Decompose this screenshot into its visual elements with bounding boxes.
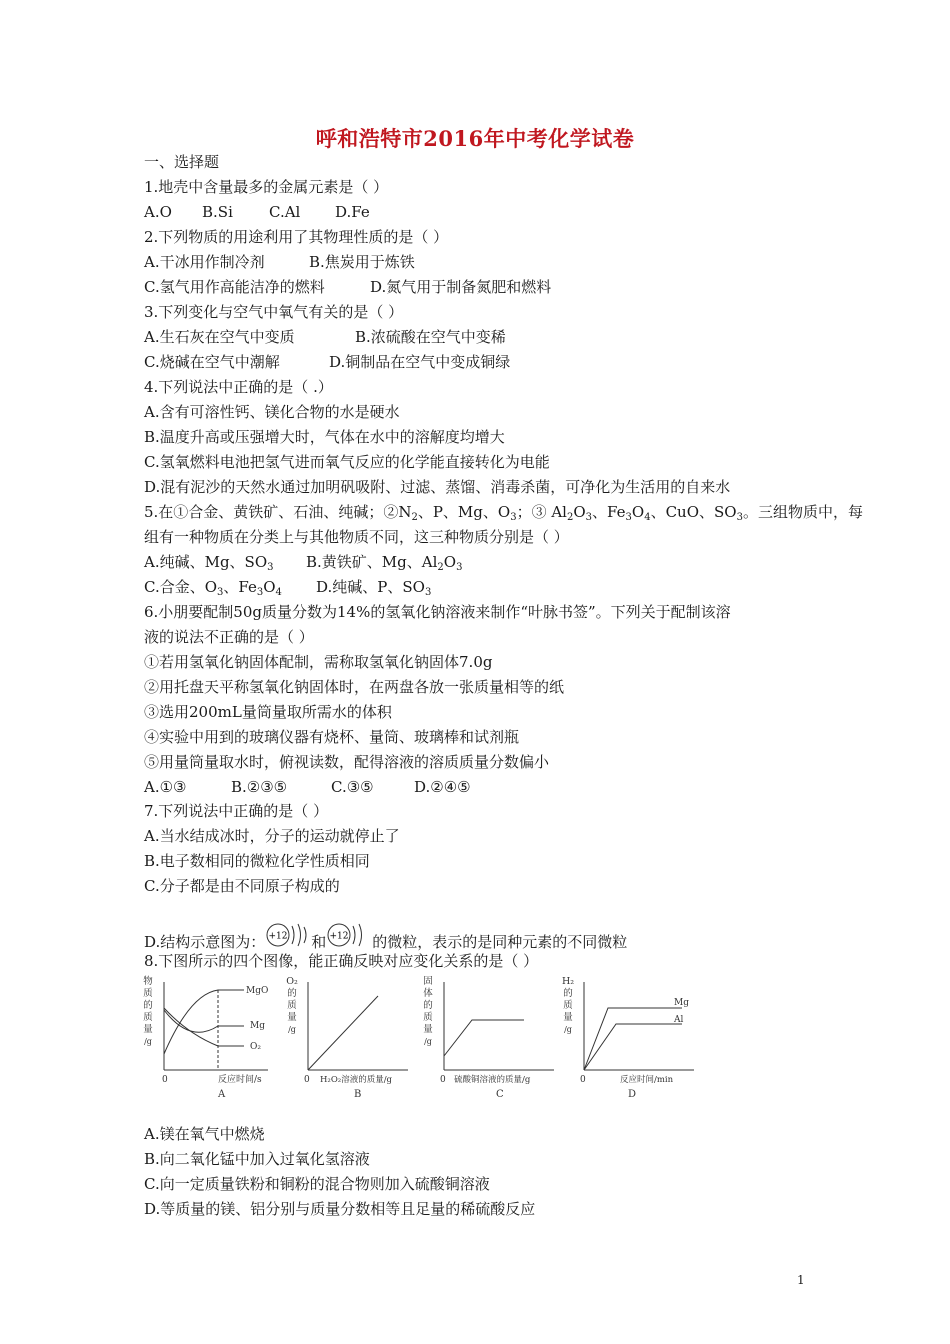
y-label-char: 量	[143, 1024, 153, 1035]
subscript: 3	[424, 587, 432, 598]
graph-letter: B	[354, 1089, 362, 1100]
option-c: C.Al	[269, 203, 301, 221]
x-axis-label: 硫酸铜溶液的质量/g	[454, 1075, 531, 1085]
option-a: A.生石灰在空气中变质	[144, 328, 295, 346]
graph-b	[282, 974, 414, 1108]
option-a: A.①③	[144, 778, 187, 796]
option-a: A.干冰用作制冷剂	[144, 253, 265, 271]
question-8-graphs	[140, 974, 700, 1104]
atom-structure-diagram-2	[326, 918, 372, 952]
question-5-options-cd	[144, 577, 431, 597]
origin-label: 0	[304, 1075, 310, 1085]
y-axis-label	[143, 975, 153, 1046]
option-c: C.氢氧燃料电池把氢气进而氧气反应的化学能直接转化为电能	[144, 453, 550, 471]
statement-1: ①若用氢氧化钠固体配制，需称取氢氧化钠固体7.0g	[144, 653, 493, 671]
y-label-char: 量	[563, 1012, 573, 1023]
option-d	[316, 577, 431, 597]
question-6-stem-line2: 液的说法不正确的是（ ）	[144, 628, 314, 646]
subscript: 3	[625, 512, 632, 523]
curve-o2	[164, 1008, 244, 1046]
page-title: 呼和浩特市2016年中考化学试卷	[315, 126, 635, 151]
question-3-options-cd	[144, 352, 510, 372]
y-label-char: O₂	[286, 976, 298, 987]
page-number: 1	[797, 1273, 805, 1287]
option-d: D.等质量的镁、铝分别与质量分数相等且足量的稀硫酸反应	[144, 1200, 536, 1218]
statement-3: ③选用200mL量筒量取所需水的体积	[144, 703, 392, 721]
question-3-stem: 3.下列变化与空气中氧气有关的是（ ）	[144, 303, 404, 321]
option-c: C.分子都是由不同原子构成的	[144, 877, 340, 895]
curve-label-al: Al	[674, 1015, 684, 1025]
option-d: D.氮气用于制备氮肥和燃料	[370, 278, 552, 296]
stem-text: 、P、Mg、O	[417, 503, 511, 521]
option-d: D.混有泥沙的天然水通过加明矾吸附、过滤、蒸馏、消毒杀菌，可净化为生活用的自来水	[144, 478, 731, 496]
question-2-options-cd	[144, 277, 551, 297]
question-2-stem: 2.下列物质的用途利用了其物理性质的是（ ）	[144, 228, 449, 246]
option-text: 的微粒，表示的是同种元素的不同微粒	[372, 933, 628, 951]
question-2-options-ab	[144, 252, 415, 272]
y-label-char: 质	[423, 1012, 433, 1023]
subscript: 2	[411, 512, 418, 523]
statement-2: ②用托盘天平称氢氧化钠固体时，在两盘各放一张质量相等的纸	[144, 678, 565, 696]
subscript: 3	[267, 562, 274, 573]
subscript: 3	[585, 512, 593, 523]
y-label-char: /g	[564, 1025, 572, 1034]
y-label-char: 质	[563, 1000, 573, 1011]
y-label-char: /g	[424, 1037, 432, 1046]
question-7-stem: 7.下列说法中正确的是（ ）	[144, 802, 329, 820]
y-axis-label	[286, 976, 298, 1034]
statement-4: ④实验中用到的玻璃仪器有烧杯、量筒、玻璃棒和试剂瓶	[144, 728, 520, 746]
option-c: C.氢气用作高能洁净的燃料	[144, 278, 325, 296]
origin-label: 0	[580, 1075, 586, 1085]
question-5-stem-line1	[144, 502, 863, 522]
y-label-char: 量	[287, 1012, 297, 1023]
y-label-char: H₂	[561, 976, 575, 987]
subscript: 3	[256, 587, 264, 598]
option-a	[144, 552, 306, 572]
question-5-options-ab	[144, 552, 462, 572]
y-label-char: /g	[144, 1037, 152, 1046]
option-d: D.铜制品在空气中变成铜绿	[329, 353, 511, 371]
subscript: 3	[736, 512, 743, 523]
question-1-options	[144, 202, 370, 222]
nucleus-label: +12	[268, 931, 288, 942]
question-6-stem-line1: 6.小朋要配制50g质量分数为14%的氢氧化钠溶液来制作“叶脉书签”。下列关于配制该溶	[144, 603, 731, 621]
option-text: O	[263, 578, 276, 596]
option-b: B.浓硫酸在空气中变稀	[355, 328, 506, 346]
stem-text: ；③ Al	[516, 503, 567, 521]
option-b: B.电子数相同的微粒化学性质相同	[144, 852, 370, 870]
option-c: C.烧碱在空气中潮解	[144, 353, 280, 371]
stem-text: O	[631, 503, 645, 521]
option-a: A.当水结成冰时，分子的运动就停止了	[144, 827, 400, 845]
y-label-char: 质	[287, 1000, 297, 1011]
origin-label: 0	[440, 1075, 446, 1085]
stem-text: 。三组物质中，每	[742, 503, 863, 521]
subscript: 4	[275, 587, 282, 598]
y-label-char: 的	[143, 1000, 153, 1011]
graph-c	[418, 974, 558, 1108]
y-label-char: 量	[423, 1024, 433, 1035]
option-c	[144, 577, 316, 597]
question-3-options-ab	[144, 327, 506, 347]
nucleus-label: +12	[329, 931, 349, 942]
stem-text: 5.在①合金、黄铁矿、石油、纯碱；②N	[144, 503, 412, 521]
y-axis-label	[562, 976, 574, 1034]
option-b: B.Si	[202, 203, 233, 221]
origin-label: 0	[162, 1075, 168, 1085]
option-b	[306, 552, 462, 572]
y-label-char: 物	[143, 976, 153, 987]
question-1-stem: 1.地壳中含量最多的金属元素是（ ）	[144, 178, 389, 196]
graph-letter: D	[628, 1089, 637, 1100]
option-a: A.含有可溶性钙、镁化合物的水是硬水	[144, 403, 400, 421]
y-label-char: 固	[423, 976, 433, 987]
curve-label-mg: Mg	[674, 998, 689, 1008]
curve-line	[444, 1020, 524, 1056]
option-b: B.温度升高或压强增大时，气体在水中的溶解度均增大	[144, 428, 505, 446]
x-axis-label: 反应时间/min	[620, 1075, 674, 1085]
y-label-char: 的	[287, 988, 297, 999]
question-6-options	[144, 777, 471, 797]
option-a: A.镁在氧气中燃烧	[144, 1125, 265, 1143]
curve-line	[308, 996, 378, 1070]
graph-letter: A	[218, 1089, 226, 1100]
option-text: B.黄铁矿、Mg、Al	[306, 553, 438, 571]
option-a: A.O	[144, 203, 172, 221]
statement-5: ⑤用量筒量取水时，俯视读数，配得溶液的溶质质量分数偏小	[144, 753, 550, 771]
y-label-char: 体	[423, 988, 433, 999]
stem-text: 、Fe	[592, 503, 626, 521]
question-5-stem-line2: 组有一种物质在分类上与其他物质不同，这三种物质分别是（ ）	[144, 528, 569, 546]
option-text: A.纯碱、Mg、SO	[144, 553, 268, 571]
y-label-char: 的	[563, 988, 573, 999]
subscript: 2	[437, 562, 444, 573]
section-heading: 一、选择题	[144, 153, 220, 171]
x-axis-label: H₂O₂溶液的质量/g	[320, 1075, 393, 1085]
option-text: O	[443, 553, 457, 571]
curve-label-mgo: MgO	[246, 986, 269, 996]
curve-mg	[584, 1008, 682, 1070]
y-axis-label	[423, 976, 433, 1046]
atom-structure-diagram-1	[265, 918, 311, 952]
curve-label-o2: O₂	[250, 1042, 261, 1052]
stem-text: 、CuO、SO	[650, 503, 737, 521]
y-label-char: 的	[423, 1000, 433, 1011]
option-b: B.向二氧化锰中加入过氧化氢溶液	[144, 1150, 370, 1168]
graph-d	[558, 974, 700, 1108]
option-text: D.结构示意图为：	[144, 933, 266, 951]
subscript: 3	[510, 512, 517, 523]
option-text: C.合金、O	[144, 578, 218, 596]
option-text: D.纯碱、P、SO	[316, 578, 425, 596]
y-label-char: /g	[288, 1025, 296, 1034]
question-8-stem: 8.下图所示的四个图像，能正确反映对应变化关系的是（ ）	[144, 952, 539, 970]
option-d: D.Fe	[335, 203, 370, 221]
curve-mgo	[164, 990, 244, 1054]
option-b: B.焦炭用于炼铁	[309, 253, 415, 271]
x-axis-label: 反应时间/s	[218, 1075, 262, 1085]
y-label-char: 质	[143, 1012, 153, 1023]
option-c: C.③⑤	[331, 778, 374, 796]
subscript: 4	[644, 512, 651, 523]
option-text: 和	[311, 933, 327, 951]
subscript: 3	[456, 562, 463, 573]
subscript: 2	[566, 512, 574, 523]
curve-label-mg: Mg	[250, 1021, 265, 1031]
option-text: 、Fe	[223, 578, 257, 596]
option-b: B.②③⑤	[231, 778, 288, 796]
subscript: 3	[217, 587, 224, 598]
stem-text: O	[573, 503, 586, 521]
graph-letter: C	[496, 1089, 504, 1100]
option-c: C.向一定质量铁粉和铜粉的混合物则加入硫酸铜溶液	[144, 1175, 490, 1193]
question-4-stem: 4.下列说法中正确的是（ .）	[144, 378, 333, 396]
option-d: D.②④⑤	[414, 778, 471, 796]
graph-a	[140, 974, 280, 1108]
y-label-char: 质	[143, 988, 153, 999]
